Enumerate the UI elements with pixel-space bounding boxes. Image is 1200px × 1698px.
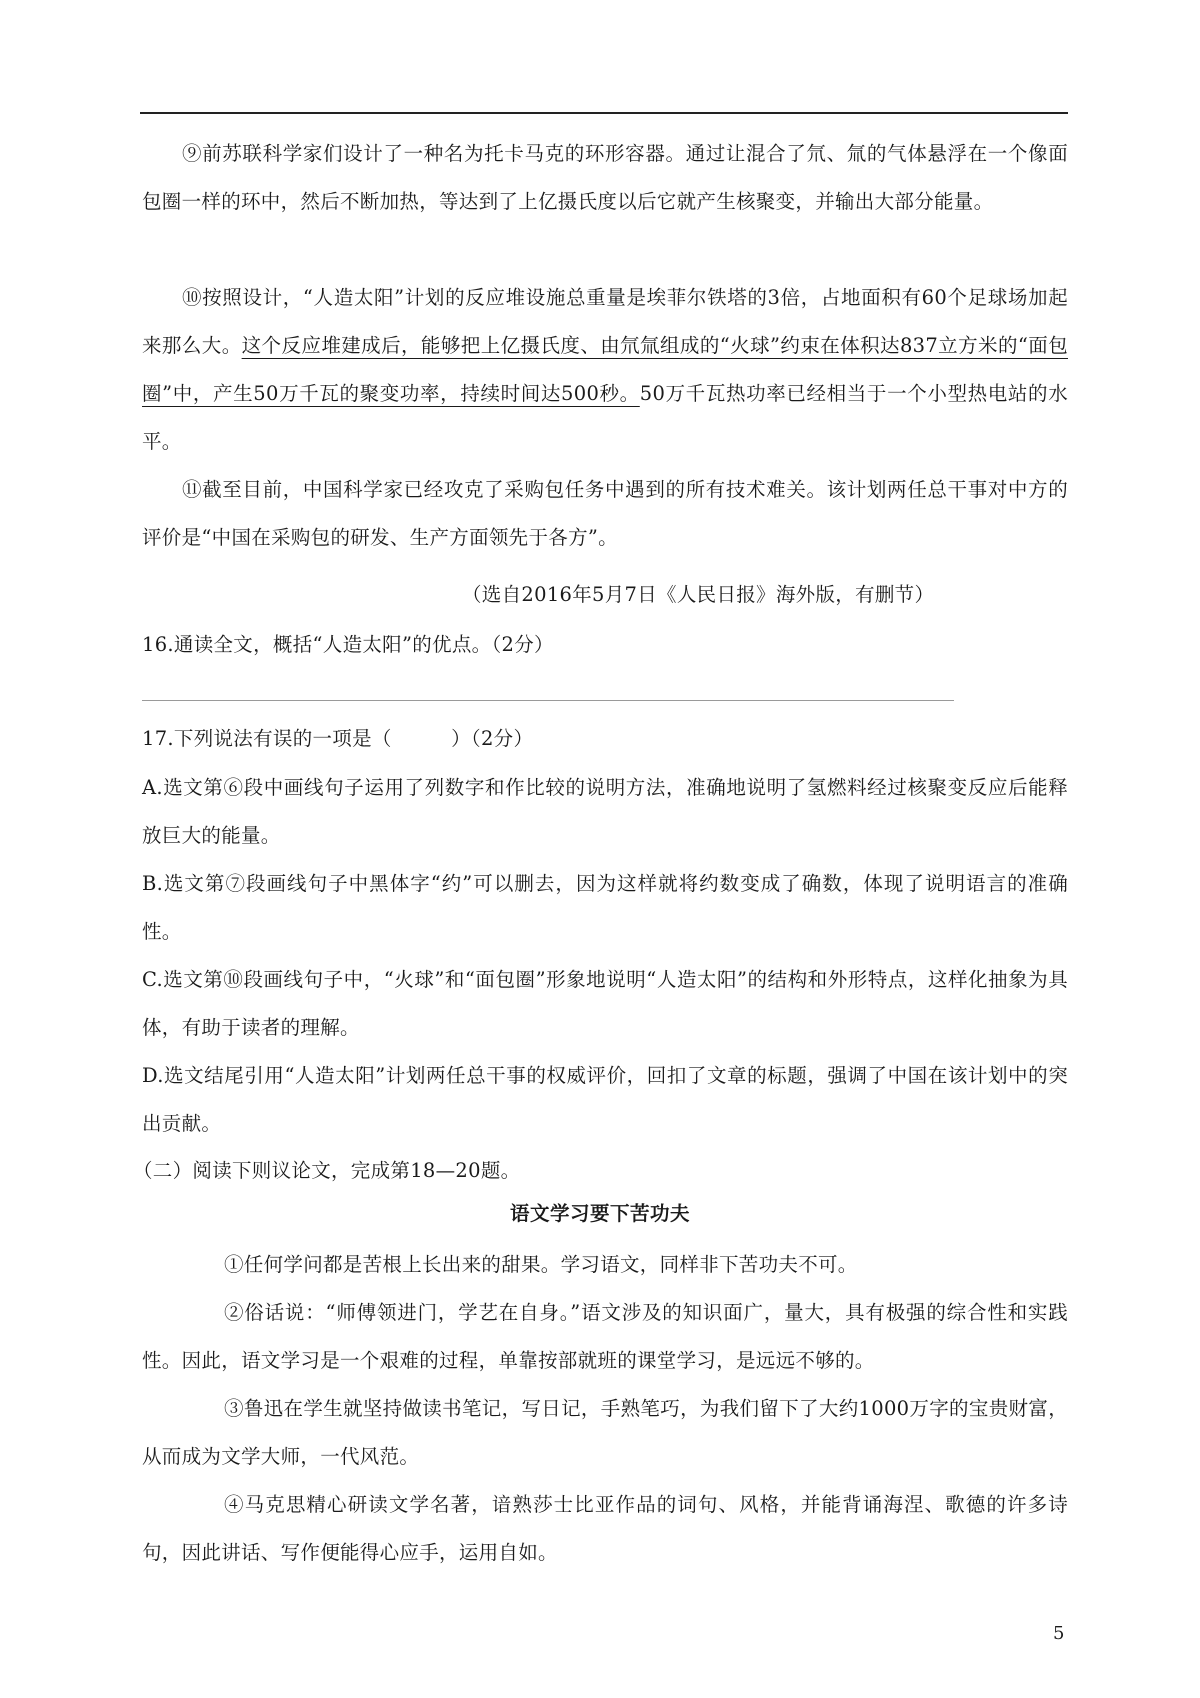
essay-paragraph-3: ③鲁迅在学生就坚持做读书笔记，写日记，手熟笔巧，为我们留下了大约1000万字的宝贵财富，从而成为文学大师，一代风范。: [142, 1397, 1068, 1468]
option-c: C.选文第⑩段画线句子中，“火球”和“面包圈”形象地说明“人造太阳”的结构和外形特点，这样化抽象为具体，有助于读者的理解。: [142, 968, 1068, 1039]
option-d: D.选文结尾引用“人造太阳”计划两任总干事的权威评价，回扣了文章的标题，强调了中国在该计划中的突出贡献。: [142, 1064, 1068, 1135]
paragraph-9: ⑨前苏联科学家们设计了一种名为托卡马克的环形容器。通过让混合了氘、氚的气体悬浮在一个像面包圈一样的环中，然后不断加热，等达到了上亿摄氏度以后它就产生核聚变，并输出大部分能量。: [142, 142, 1068, 213]
option-b: B.选文第⑦段画线句子中黑体字“约”可以删去，因为这样就将约数变成了确数，体现了说明语言的准确性。: [142, 872, 1068, 943]
question-17: 17.下列说法有误的一项是（ ）（2分）: [142, 727, 534, 750]
paragraph-10-underlined-sentence: 这个反应堆建成后，能够把上亿摄氏度、由氘氚组成的“火球”约束在体积达837立方米的“面包圈”中，产生50万千瓦的聚变功率，持续时间达500秒。: [142, 334, 1068, 405]
answer-line: [142, 700, 954, 701]
essay-paragraph-4: ④马克思精心研读文学名著，谙熟莎士比亚作品的词句、风格，并能背诵海涅、歌德的许多诗句，因此讲话、写作便能得心应手，运用自如。: [142, 1493, 1068, 1564]
paragraph-10: [142, 274, 1068, 466]
paragraph-10-text: ⑩按照设计，“人造太阳”计划的反应堆设施总重量是埃菲尔铁塔的3倍，占地面积有60个足球场加起来那么大。: [142, 286, 1068, 357]
header-rule: [140, 112, 1068, 114]
paragraph-11: ⑪截至目前，中国科学家已经攻克了采购包任务中遇到的所有技术难关。该计划两任总干事对中方的评价是“中国在采购包的研发、生产方面领先于各方”。: [142, 478, 1068, 549]
option-a: A.选文第⑥段中画线句子运用了列数字和作比较的说明方法，准确地说明了氢燃料经过核聚变反应后能释放巨大的能量。: [142, 776, 1068, 847]
page-number: 5: [1053, 1623, 1065, 1644]
question-16: 16.通读全文，概括“人造太阳”的优点。（2分）: [142, 633, 554, 656]
essay-paragraph-1: ①任何学问都是苦根上长出来的甜果。学习语文，同样非下苦功夫不可。: [224, 1253, 858, 1276]
section-2-intro: （二）阅读下则议论文，完成第18—20题。: [133, 1159, 521, 1182]
essay-title: 语文学习要下苦功夫: [509, 1202, 690, 1225]
essay-paragraph-2: ②俗话说：“师傅领进门，学艺在自身。”语文涉及的知识面广，量大，具有极强的综合性和实践性。因此，语文学习是一个艰难的过程，单靠按部就班的课堂学习，是远远不够的。: [142, 1301, 1068, 1372]
source-citation: （选自2016年5月7日《人民日报》海外版，有删节）: [462, 583, 935, 606]
paragraph-10-text-end: 50万千瓦热功率已经相当于一个小型热电站的水平。: [142, 382, 1068, 453]
